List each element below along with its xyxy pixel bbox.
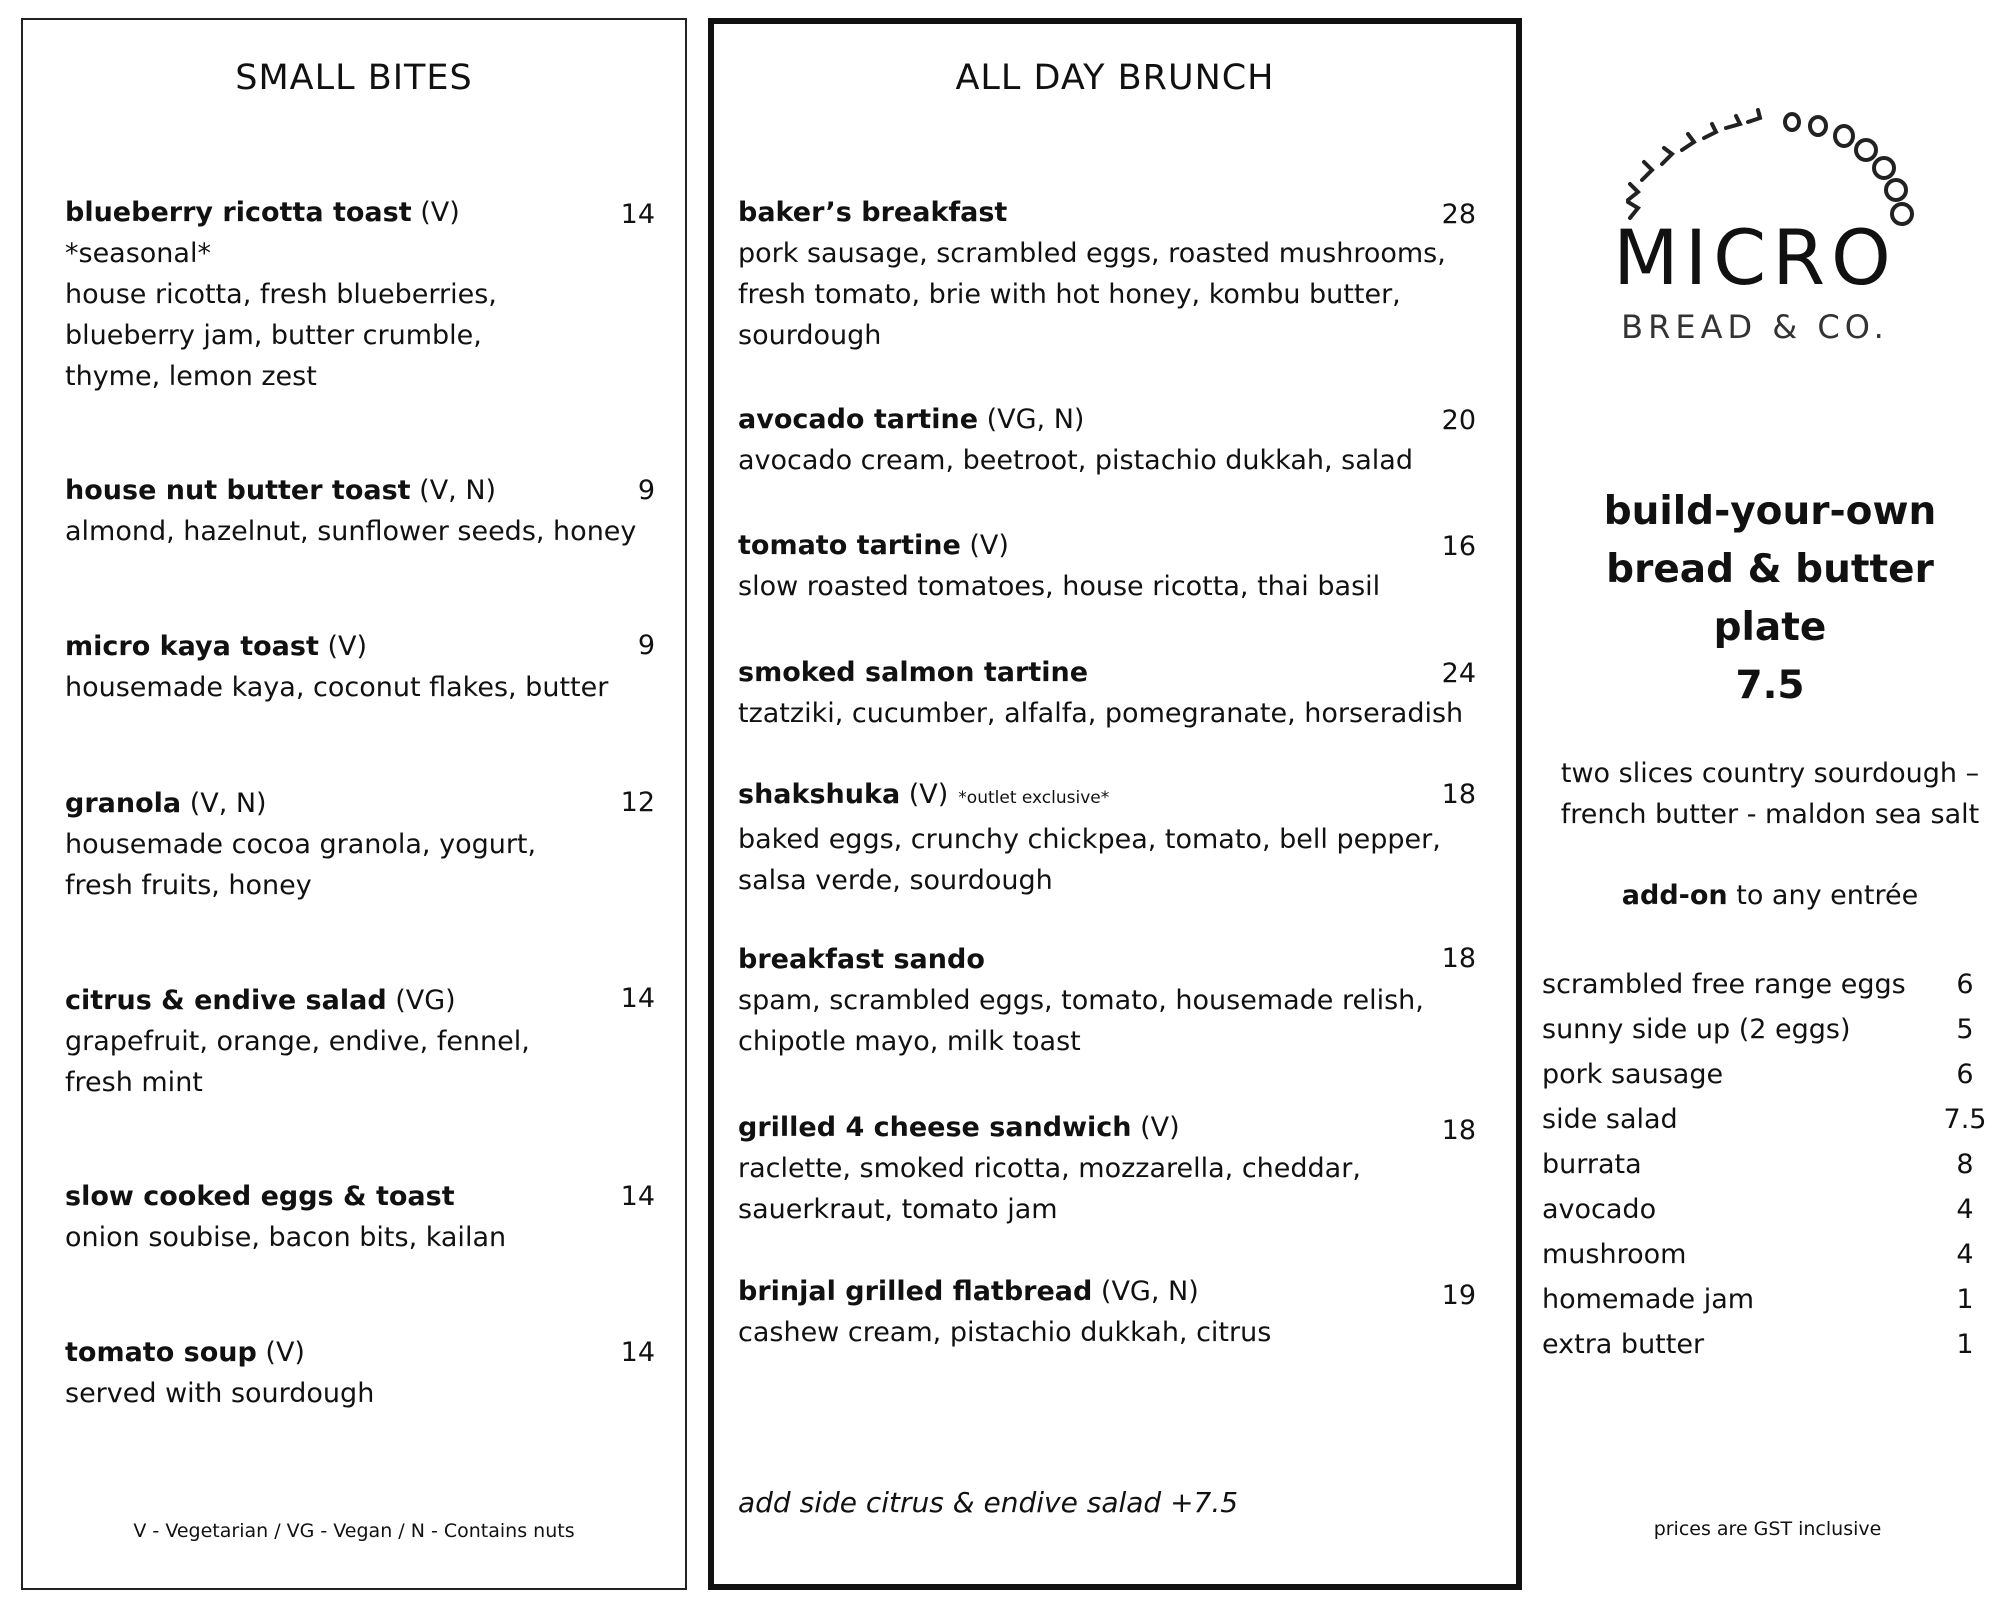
addon-name: scrambled free range eggs <box>1542 969 1906 1000</box>
addon-heading-rest: to any entrée <box>1727 880 1919 911</box>
menu-item <box>738 652 1463 734</box>
item-tag: (V, N) <box>410 475 497 506</box>
addon-price: 6 <box>1956 969 1974 1000</box>
addon-row <box>1542 1052 1995 1097</box>
addon-name: mushroom <box>1542 1239 1687 1270</box>
addon-heading <box>1540 880 2000 911</box>
item-price: 24 <box>1441 658 1476 689</box>
item-price: 9 <box>637 630 655 661</box>
item-note: *outlet exclusive* <box>958 788 1110 808</box>
item-price: 19 <box>1441 1280 1476 1311</box>
menu-item <box>738 1271 1271 1353</box>
menu-item <box>65 626 608 708</box>
addon-row <box>1542 1187 1995 1232</box>
byo-desc-line: two slices country sourdough – <box>1560 758 1980 789</box>
item-tag: (V) <box>1131 1112 1180 1143</box>
addon-name: sunny side up (2 eggs) <box>1542 1014 1851 1045</box>
item-tag: (V) <box>318 631 368 662</box>
item-price: 28 <box>1441 199 1476 230</box>
item-price: 18 <box>1441 1115 1476 1146</box>
item-price: 20 <box>1441 405 1476 436</box>
add-side-note: add side citrus & endive salad +7.5 <box>738 1486 1239 1519</box>
item-desc: grapefruit, orange, endive, fennel, <box>65 1026 530 1057</box>
addon-name: extra butter <box>1542 1329 1705 1360</box>
item-desc: almond, hazelnut, sunflower seeds, honey <box>65 516 637 547</box>
item-desc: onion soubise, bacon bits, kailan <box>65 1222 507 1253</box>
item-desc: house ricotta, fresh blueberries, <box>65 279 497 310</box>
logo <box>1570 88 1940 368</box>
addon-name: homemade jam <box>1542 1284 1755 1315</box>
byo-desc-line: french butter - maldon sea salt <box>1560 799 1980 830</box>
gst-footnote: prices are GST inclusive <box>1653 1518 1882 1540</box>
byo-heading <box>1540 483 2000 715</box>
item-tag: (V) <box>900 779 949 810</box>
addon-name: burrata <box>1542 1149 1642 1180</box>
byo-description <box>1540 753 2000 835</box>
addon-row <box>1542 1232 1995 1277</box>
item-desc: served with sourdough <box>65 1378 375 1409</box>
item-desc: slow roasted tomatoes, house ricotta, thai basil <box>738 571 1381 602</box>
menu-item <box>738 192 1446 356</box>
dietary-legend: V - Vegetarian / VG - Vegan / N - Contains nuts <box>133 1520 575 1542</box>
item-desc: pork sausage, scrambled eggs, roasted mushrooms, <box>738 238 1446 269</box>
item-desc: housemade kaya, coconut flakes, butter <box>65 672 609 703</box>
byo-line: build-your-own <box>1603 489 1937 534</box>
addon-price: 4 <box>1956 1239 1974 1270</box>
logo-wordmark: MICRO <box>1613 213 1897 302</box>
addon-price: 5 <box>1956 1014 1974 1045</box>
item-price: 12 <box>620 787 655 818</box>
menu-item <box>65 1332 374 1414</box>
addon-row <box>1542 1322 1995 1367</box>
item-name: shakshuka <box>738 779 901 810</box>
item-desc: spam, scrambled eggs, tomato, housemade relish, <box>738 985 1424 1016</box>
menu-item <box>738 939 1424 1062</box>
menu-item <box>65 980 530 1103</box>
addon-list <box>1542 962 1995 1367</box>
item-desc: salsa verde, sourdough <box>738 865 1053 896</box>
item-price: 14 <box>620 1181 655 1212</box>
item-tag: (V) <box>411 197 460 228</box>
item-desc: baked eggs, crunchy chickpea, tomato, bell pepper, <box>738 824 1441 855</box>
item-tag: (VG) <box>386 985 456 1016</box>
item-name: house nut butter toast <box>65 475 411 506</box>
item-name: baker’s breakfast <box>738 197 1008 228</box>
item-name: breakfast sando <box>738 944 985 975</box>
item-desc: sourdough <box>738 320 882 351</box>
item-name: tomato tartine <box>738 530 961 561</box>
small-bites-panel <box>21 18 687 1590</box>
brunch-panel <box>708 18 1522 1590</box>
wheat-arc-icon <box>1570 88 1940 228</box>
addon-price: 1 <box>1956 1284 1974 1315</box>
addon-name: pork sausage <box>1542 1059 1724 1090</box>
addon-row <box>1542 1097 1995 1142</box>
menu-item <box>738 1107 1361 1230</box>
item-desc: cashew cream, pistachio dukkah, citrus <box>738 1317 1272 1348</box>
item-desc: thyme, lemon zest <box>65 361 317 392</box>
addon-price: 7.5 <box>1943 1104 1987 1135</box>
item-name: grilled 4 cheese sandwich <box>738 1112 1132 1143</box>
item-desc: raclette, smoked ricotta, mozzarella, cheddar, <box>738 1153 1361 1184</box>
addon-row <box>1542 1277 1995 1322</box>
addon-row <box>1542 962 1995 1007</box>
item-price: 14 <box>620 983 655 1014</box>
item-tag: (V) <box>256 1337 305 1368</box>
item-name: granola <box>65 788 182 819</box>
item-price: 14 <box>620 199 655 230</box>
small-bites-title: SMALL BITES <box>235 58 473 98</box>
addon-price: 1 <box>1956 1329 1974 1360</box>
item-desc: chipotle mayo, milk toast <box>738 1026 1081 1057</box>
addon-price: 8 <box>1956 1149 1974 1180</box>
item-desc: housemade cocoa granola, yogurt, <box>65 829 537 860</box>
item-name: tomato soup <box>65 1337 257 1368</box>
item-price: 16 <box>1441 531 1476 562</box>
item-name: smoked salmon tartine <box>738 657 1089 688</box>
item-desc: sauerkraut, tomato jam <box>738 1194 1058 1225</box>
addon-row <box>1542 1007 1995 1052</box>
menu-item <box>65 1176 506 1258</box>
item-desc: blueberry jam, butter crumble, <box>65 320 482 351</box>
menu-item <box>738 774 1441 901</box>
menu-item <box>65 470 636 552</box>
item-desc: tzatziki, cucumber, alfalfa, pomegranate, horseradish <box>738 698 1464 729</box>
item-desc: fresh tomato, brie with hot honey, kombu butter, <box>738 279 1401 310</box>
item-name: citrus & endive salad <box>65 985 387 1016</box>
item-name: micro kaya toast <box>65 631 319 662</box>
item-tag: (V) <box>960 530 1009 561</box>
item-desc: fresh fruits, honey <box>65 870 312 901</box>
item-tag: (VG, N) <box>978 404 1085 435</box>
menu-item <box>65 783 536 906</box>
item-tag: (V, N) <box>181 788 267 819</box>
addon-name: side salad <box>1542 1104 1678 1135</box>
menu-item <box>65 192 497 397</box>
item-tag: (VG, N) <box>1092 1276 1199 1307</box>
item-name: slow cooked eggs & toast <box>65 1181 455 1212</box>
item-price: 9 <box>637 475 655 506</box>
item-price: 14 <box>620 1337 655 1368</box>
item-name: blueberry ricotta toast <box>65 197 412 228</box>
addon-price: 6 <box>1956 1059 1974 1090</box>
item-desc: fresh mint <box>65 1067 203 1098</box>
side-panel <box>1540 18 1995 1590</box>
addon-row <box>1542 1142 1995 1187</box>
item-price: 18 <box>1441 779 1476 810</box>
logo-subtitle: BREAD & CO. <box>1621 308 1889 346</box>
item-name: brinjal grilled flatbread <box>738 1276 1093 1307</box>
item-price: 18 <box>1441 943 1476 974</box>
addon-price: 4 <box>1956 1194 1974 1225</box>
item-desc: *seasonal* <box>65 238 211 269</box>
addon-heading-bold: add-on <box>1621 880 1728 911</box>
byo-line: plate <box>1713 605 1827 650</box>
item-name: avocado tartine <box>738 404 979 435</box>
addon-name: avocado <box>1542 1194 1657 1225</box>
byo-line: bread & butter <box>1606 547 1934 592</box>
menu-item <box>738 399 1413 481</box>
item-desc: avocado cream, beetroot, pistachio dukkah, salad <box>738 445 1413 476</box>
brunch-title: ALL DAY BRUNCH <box>955 58 1275 98</box>
byo-price: 7.5 <box>1735 663 1805 708</box>
menu-item <box>738 525 1380 607</box>
